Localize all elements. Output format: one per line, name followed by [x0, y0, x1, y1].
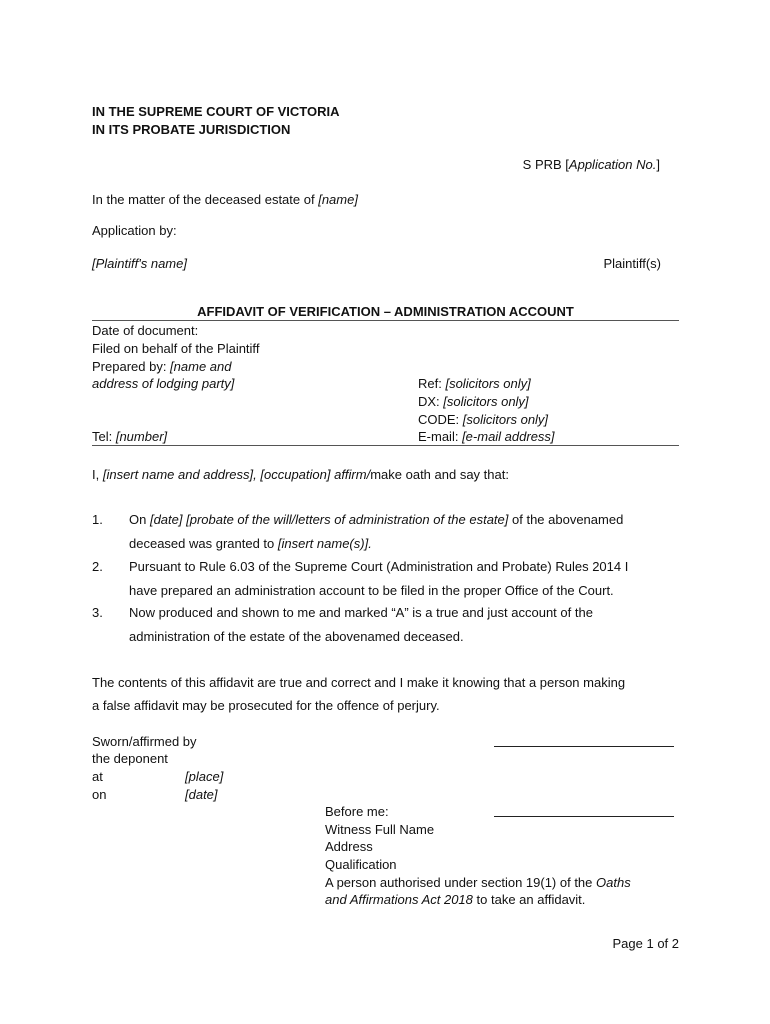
email: E-mail: [e-mail address]: [418, 429, 555, 444]
plaintiff-role: Plaintiff(s): [603, 256, 661, 271]
prepared-by: Prepared by: [name and: [92, 359, 232, 374]
on-label: on: [92, 787, 107, 802]
witness-qualification: Qualification: [325, 857, 397, 872]
authorised-person-line-1: A person authorised under section 19(1) of the Oaths: [325, 875, 631, 890]
date-of-document: Date of document:: [92, 323, 199, 338]
paragraph-number: 3.: [92, 605, 103, 620]
at-label: at: [92, 769, 103, 784]
paragraph-3-line-2: administration of the estate of the abovenamed deceased.: [129, 629, 464, 644]
deponent-signature-line: [494, 746, 674, 747]
paragraph-2-line-1: Pursuant to Rule 6.03 of the Supreme Court (Administration and Probate) Rules 2014 I: [129, 559, 629, 574]
dx: DX: [solicitors only]: [418, 394, 529, 409]
bottom-rule: [92, 445, 679, 446]
sworn-by: Sworn/affirmed by: [92, 734, 197, 749]
paragraph-number: 1.: [92, 512, 103, 527]
document-title: AFFIDAVIT OF VERIFICATION – ADMINISTRATION ACCOUNT: [197, 304, 574, 319]
declaration-line-2: a false affidavit may be prosecuted for the offence of perjury.: [92, 698, 440, 713]
intro-statement: I, [insert name and address], [occupation] affirm/make oath and say that:: [92, 467, 509, 482]
the-deponent: the deponent: [92, 751, 168, 766]
jurisdiction: IN ITS PROBATE JURISDICTION: [92, 122, 291, 137]
before-me: Before me:: [325, 804, 389, 819]
witness-full-name: Witness Full Name: [325, 822, 435, 837]
filed-on-behalf: Filed on behalf of the Plaintiff: [92, 341, 260, 356]
matter-line: In the matter of the deceased estate of [name]: [92, 192, 358, 207]
court-name: IN THE SUPREME COURT OF VICTORIA: [92, 104, 340, 119]
place-placeholder: [place]: [185, 769, 224, 784]
plaintiff-name: [Plaintiff's name]: [92, 256, 187, 271]
application-by: Application by:: [92, 223, 177, 238]
paragraph-3-line-1: Now produced and shown to me and marked “A” is a true and just account of the: [129, 605, 593, 620]
authorised-person-line-2: and Affirmations Act 2018 to take an affidavit.: [325, 892, 586, 907]
prepared-by-address: address of lodging party]: [92, 376, 235, 391]
file-number: S PRB [Application No.]: [522, 157, 660, 172]
page-number: Page 1 of 2: [612, 936, 679, 951]
paragraph-number: 2.: [92, 559, 103, 574]
declaration-line-1: The contents of this affidavit are true and correct and I make it knowing that a person making: [92, 675, 626, 690]
paragraph-1-line-1: On [date] [probate of the will/letters of administration of the estate] of the abovenamed: [129, 512, 624, 527]
witness-address: Address: [325, 839, 373, 854]
date-placeholder: [date]: [185, 787, 218, 802]
paragraph-1-line-2: deceased was granted to [insert name(s)].: [129, 536, 372, 551]
code: CODE: [solicitors only]: [418, 412, 549, 427]
top-rule: [92, 320, 679, 321]
telephone: Tel: [number]: [92, 429, 168, 444]
witness-signature-line: [494, 816, 674, 817]
reference: Ref: [solicitors only]: [418, 376, 531, 391]
paragraph-2-line-2: have prepared an administration account to be filed in the proper Office of the Court.: [129, 583, 614, 598]
